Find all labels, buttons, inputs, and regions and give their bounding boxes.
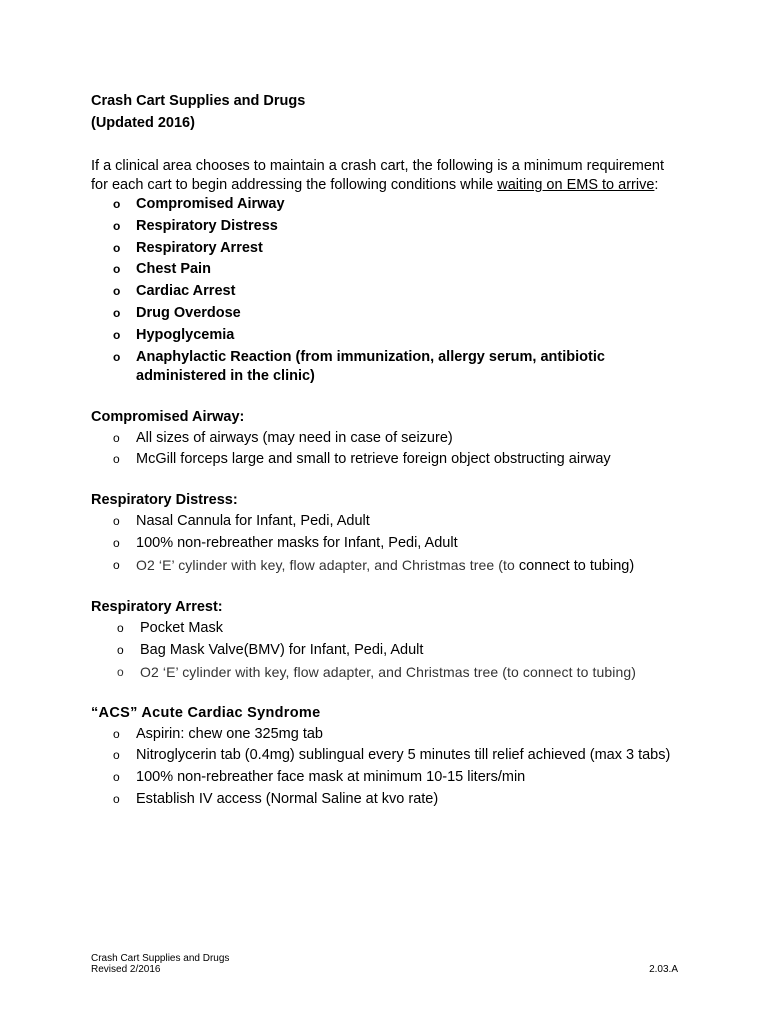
intro-end: : (654, 177, 659, 193)
condition-item: o Anaphylactic Reaction (from immunization, allergy serum, antibiotic administered in the clinic) (91, 348, 681, 386)
intro-underlined-text: waiting on EMS to arrive (497, 177, 655, 193)
conditions-list (91, 195, 681, 386)
section-heading: Respiratory Arrest: (91, 598, 223, 615)
document-subtitle: (Updated 2016) (91, 115, 195, 131)
footer-revised: Revised 2/2016 (91, 964, 161, 975)
section-acs (91, 704, 681, 809)
list-item: o Aspirin: chew one 325mg tab (91, 725, 681, 744)
condition-item: o Hypoglycemia (91, 326, 681, 345)
intro-text: If a clinical area chooses to maintain a crash cart, the following is a minimum requirement for each cart to begin addressing the following conditions while (91, 158, 665, 193)
footer-left (91, 953, 229, 975)
section-compromised-airway (91, 408, 681, 470)
list-item: o Nitroglycerin tab (0.4mg) sublingual every 5 minutes till relief achieved (max 3 tabs) (91, 746, 681, 765)
section-list (91, 725, 681, 809)
footer-code: 2.03.A (649, 964, 678, 975)
list-item: o Establish IV access (Normal Saline at kvo rate) (91, 790, 681, 809)
section-heading: “ACS” Acute Cardiac Syndrome (91, 704, 321, 721)
condition-item: o Chest Pain (91, 260, 681, 279)
section-respiratory-distress (91, 491, 681, 576)
list-item: o All sizes of airways (may need in case of seizure) (91, 429, 681, 448)
section-respiratory-arrest (91, 598, 681, 682)
section-list (91, 429, 681, 470)
footer-title: Crash Cart Supplies and Drugs (91, 953, 230, 964)
condition-item: o Drug Overdose (91, 304, 681, 323)
list-item: o McGill forceps large and small to retrieve foreign object obstructing airway (91, 450, 681, 469)
section-heading: Respiratory Distress: (91, 492, 238, 509)
list-item: o Nasal Cannula for Infant, Pedi, Adult (91, 512, 681, 531)
list-item-text: connect to tubing) (518, 557, 635, 574)
list-item: o O2 ‘E’ cylinder with key, flow adapter, and Christmas tree (to connect to tubing) (91, 663, 681, 682)
condition-item: o Respiratory Distress (91, 217, 681, 236)
intro-paragraph (91, 157, 681, 195)
section-list (91, 619, 681, 682)
list-item (91, 556, 681, 576)
list-item: o 100% non-rebreather masks for Infant, Pedi, Adult (91, 534, 681, 553)
section-heading: Compromised Airway: (91, 408, 245, 425)
condition-item: o Compromised Airway (91, 195, 681, 214)
list-item: o Bag Mask Valve(BMV) for Infant, Pedi, Adult (91, 641, 681, 660)
condition-item: o Cardiac Arrest (91, 282, 681, 301)
condition-item: o Respiratory Arrest (91, 239, 681, 258)
list-item: o Pocket Mask (91, 619, 681, 638)
document-body (91, 92, 681, 812)
document-title: Crash Cart Supplies and Drugs (91, 93, 306, 109)
list-item: o 100% non-rebreather face mask at minimum 10-15 liters/min (91, 768, 681, 787)
section-list (91, 512, 681, 576)
list-item-light-text: O2 ‘E’ cylinder with key, flow adapter, and Christmas tree (to (136, 556, 519, 573)
